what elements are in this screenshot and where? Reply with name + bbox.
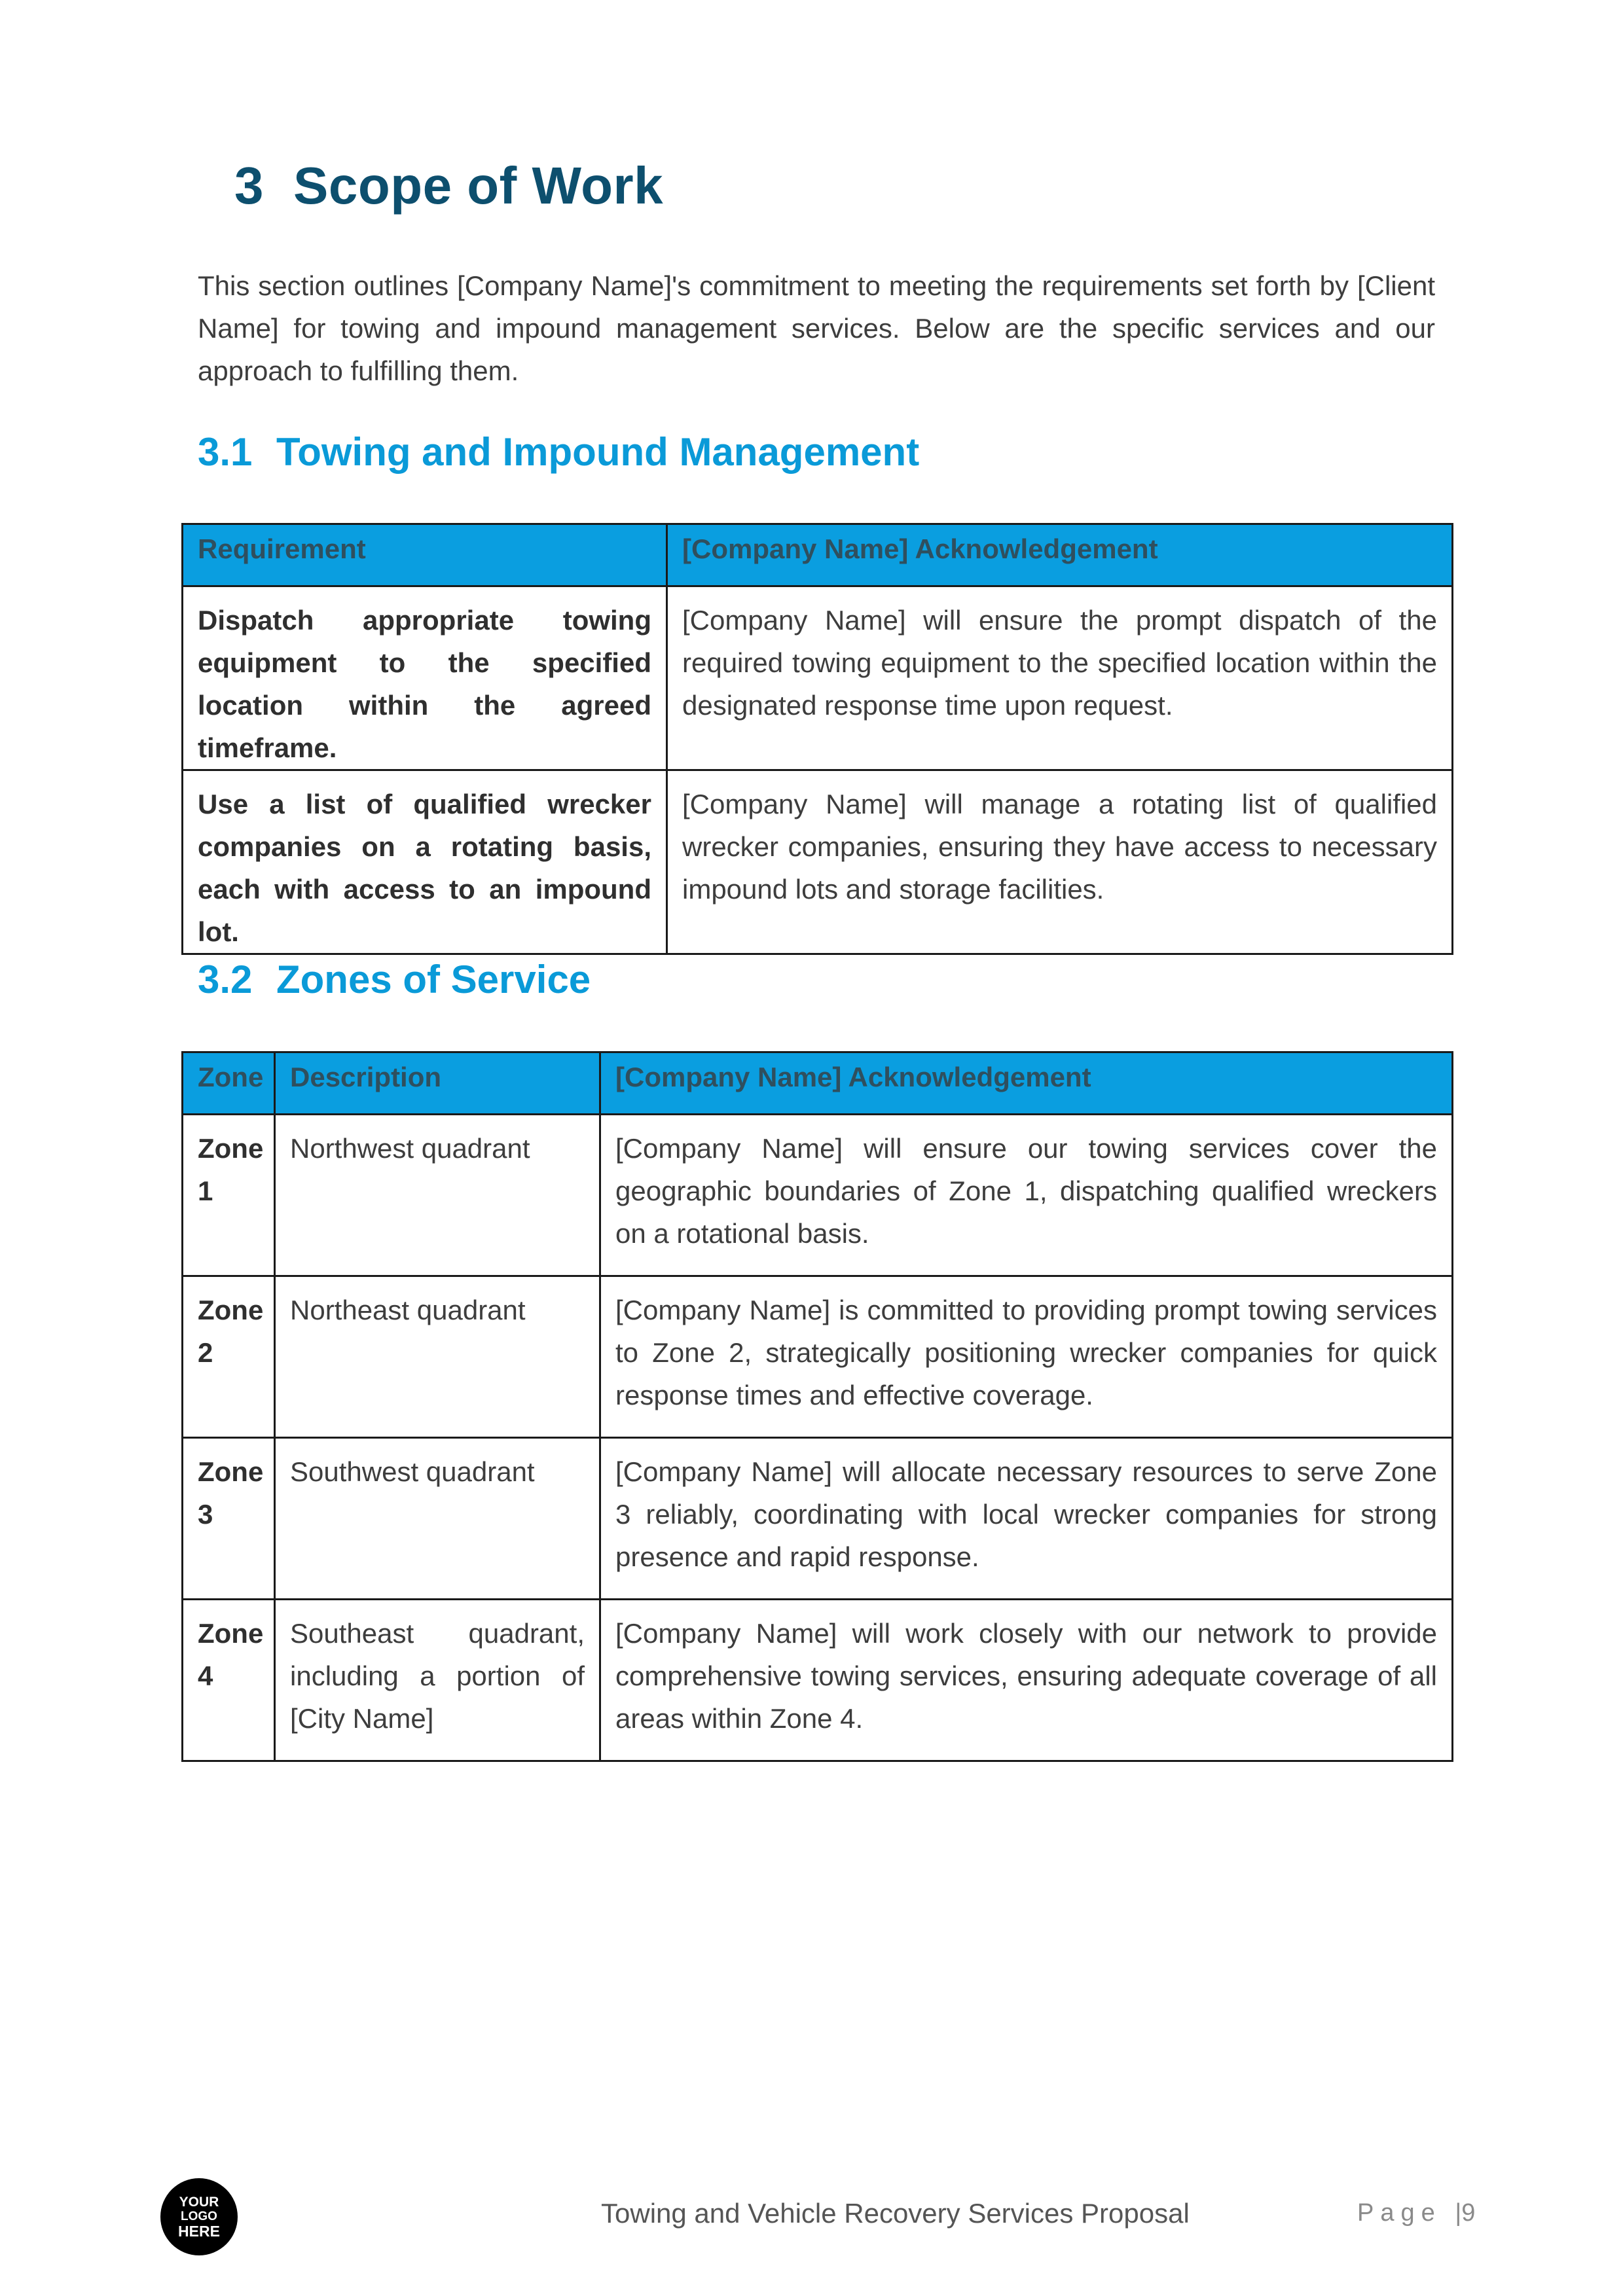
acknowledgement-cell: [Company Name] will ensure the prompt dispatch of the required towing equipment to the specified location within the designated response time upon request. <box>667 586 1453 770</box>
zone-cell: Zone 1 <box>183 1115 275 1276</box>
table-row <box>183 1115 1453 1276</box>
description-cell: Northwest quadrant <box>275 1115 600 1276</box>
table-row <box>183 586 1453 770</box>
column-header-acknowledgement: [Company Name] Acknowledgement <box>667 524 1453 586</box>
page-title <box>234 156 663 216</box>
acknowledgement-cell: [Company Name] will allocate necessary resources to serve Zone 3 reliably, coordinating with local wrecker companies for strong presence and rapid response. <box>600 1438 1453 1600</box>
acknowledgement-cell: [Company Name] will ensure our towing services cover the geographic boundaries of Zone 1, dispatching qualified wreckers on a rotational basis. <box>600 1115 1453 1276</box>
footer-document-title: Towing and Vehicle Recovery Services Proposal <box>601 2198 1190 2229</box>
column-header-zone: Zone <box>183 1052 275 1115</box>
company-logo <box>160 2178 238 2255</box>
subsection-heading-towing <box>198 429 919 475</box>
table-header-row <box>183 1052 1453 1115</box>
column-header-acknowledgement: [Company Name] Acknowledgement <box>600 1052 1453 1115</box>
zones-table <box>181 1051 1453 1762</box>
intro-paragraph: This section outlines [Company Name]'s commitment to meeting the requirements set forth by [Client Name] for towing and impound management services. Below are the specific services and our approach to fulfilling them. <box>198 270 1435 386</box>
acknowledgement-cell: [Company Name] will manage a rotating list of qualified wrecker companies, ensuring they have access to necessary impound lots and storage facilities. <box>667 770 1453 954</box>
table-row <box>183 1600 1453 1761</box>
description-cell: Northeast quadrant <box>275 1276 600 1438</box>
page-separator: | <box>1455 2199 1462 2227</box>
column-header-requirement: Requirement <box>183 524 667 586</box>
table-row <box>183 1276 1453 1438</box>
zone-cell: Zone 2 <box>183 1276 275 1438</box>
requirements-table <box>181 523 1453 955</box>
subsection-number: 3.1 <box>198 430 253 474</box>
subsection-title: Zones of Service <box>276 958 591 1001</box>
subsection-title: Towing and Impound Management <box>276 430 920 474</box>
table-row <box>183 1438 1453 1600</box>
acknowledgement-cell: [Company Name] is committed to providing prompt towing services to Zone 2, strategically positioning wrecker companies for quick response times and effective coverage. <box>600 1276 1453 1438</box>
logo-line: HERE <box>178 2223 220 2240</box>
page-number <box>1357 2199 1475 2227</box>
section-title: Scope of Work <box>293 156 664 215</box>
acknowledgement-cell: [Company Name] will work closely with our network to provide comprehensive towing services, ensuring adequate coverage of all areas within Zone 4. <box>600 1600 1453 1761</box>
logo-line: LOGO <box>181 2210 217 2223</box>
column-header-description: Description <box>275 1052 600 1115</box>
requirement-cell: Use a list of qualified wrecker companies on a rotating basis, each with access to an impound lot. <box>183 770 667 954</box>
zone-cell: Zone 4 <box>183 1600 275 1761</box>
requirement-cell: Dispatch appropriate towing equipment to the specified location within the agreed timeframe. <box>183 586 667 770</box>
zone-cell: Zone 3 <box>183 1438 275 1600</box>
table-row <box>183 770 1453 954</box>
section-number: 3 <box>234 156 264 215</box>
subsection-heading-zones <box>198 957 591 1002</box>
subsection-number: 3.2 <box>198 958 253 1001</box>
logo-line: YOUR <box>179 2195 219 2210</box>
page-label: Page <box>1357 2199 1442 2227</box>
table-header-row <box>183 524 1453 586</box>
page-number-value: 9 <box>1461 2199 1476 2227</box>
description-cell: Southwest quadrant <box>275 1438 600 1600</box>
description-cell: Southeast quadrant, including a portion of [City Name] <box>275 1600 600 1761</box>
